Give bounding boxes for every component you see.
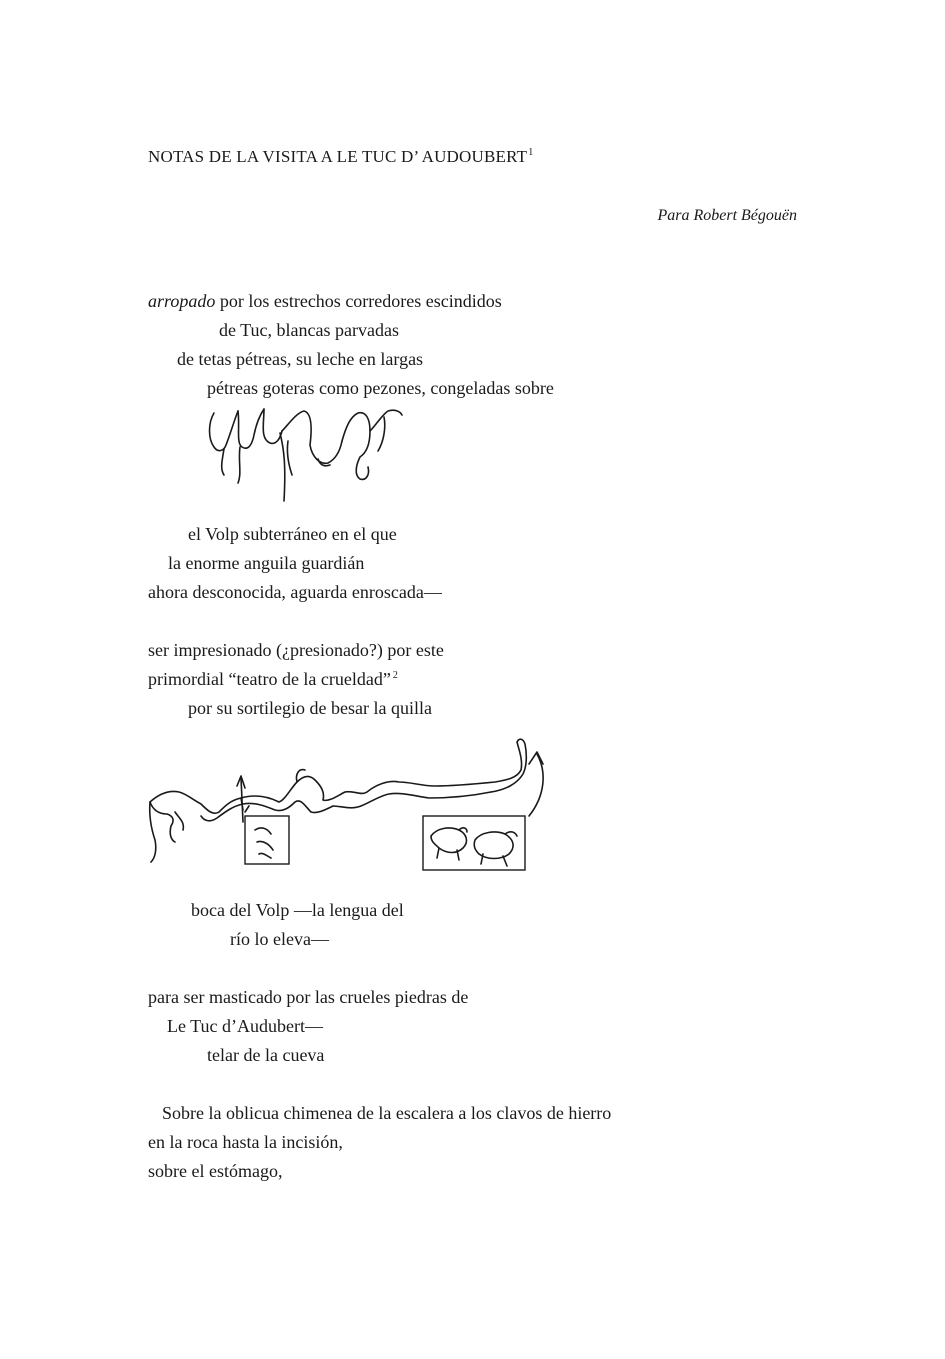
stanza1-line4: pétreas goteras como pezones, congeladas sobre: [207, 378, 554, 398]
title-footnote-marker[interactable]: 1: [528, 147, 534, 158]
stalactites-drawing: [200, 405, 410, 515]
stanza5-line1: para ser masticado por las crueles piedras de: [148, 987, 469, 1007]
stanza6-line1: Sobre la oblicua chimenea de la escalera a los clavos de hierro: [162, 1103, 612, 1123]
stanza2-line3: ahora desconocida, aguarda enroscada—: [148, 582, 442, 602]
stanza4-line1: boca del Volp —la lengua del: [191, 900, 404, 920]
line-text: por los estrechos corredores escindidos: [215, 291, 502, 311]
stanza4-line2: río lo eleva—: [230, 929, 329, 949]
cave-map-drawing: [145, 730, 565, 880]
stanza3-line2: [148, 668, 398, 694]
stanza2-line1: el Volp subterráneo en el que: [188, 524, 397, 544]
footnote-marker[interactable]: 2: [392, 670, 398, 681]
stanza1-line1: [148, 290, 502, 312]
italic-word: arropado: [148, 291, 216, 311]
stanza1-line2: de Tuc, blancas parvadas: [219, 320, 399, 340]
stanza2-line2: la enorme anguila guardián: [168, 553, 365, 573]
stanza3-line3: por su sortilegio de besar la quilla: [188, 698, 432, 718]
stanza6-line2: en la roca hasta la incisión,: [148, 1132, 343, 1152]
line-text: primordial “teatro de la crueldad”: [148, 669, 391, 689]
stanza3-line1: ser impresionado (¿presionado?) por este: [148, 640, 444, 660]
stanza5-line3: telar de la cueva: [207, 1045, 325, 1065]
stanza5-line2: Le Tuc d’Audubert—: [167, 1016, 323, 1036]
stanza6-line3: sobre el estómago,: [148, 1161, 283, 1181]
poem-title: [148, 146, 533, 171]
stanza1-line3: de tetas pétreas, su leche en largas: [177, 349, 424, 369]
dedication: Para Robert Bégouën: [657, 207, 797, 224]
poem-title-text: NOTAS DE LA VISITA A LE TUC D’ AUDOUBERT: [148, 147, 528, 166]
